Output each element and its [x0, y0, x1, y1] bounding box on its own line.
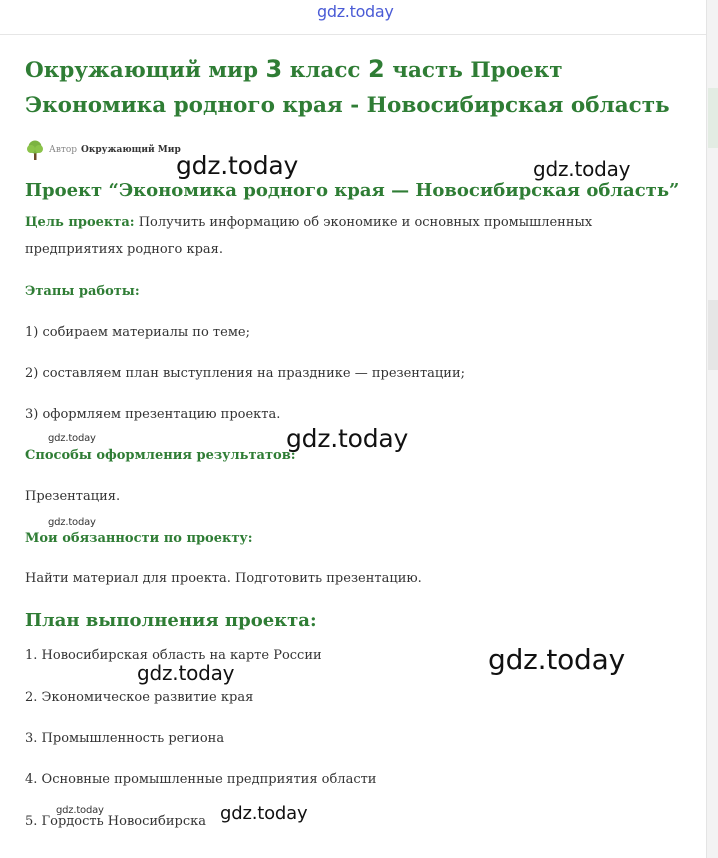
plan-item: 3. Промышленность региона [25, 731, 225, 746]
tree-icon [24, 139, 46, 161]
stages-heading: Этапы работы: [25, 284, 140, 299]
stage-item: 2) составляем план выступления на празднике — презентации; [25, 366, 465, 381]
watermark: gdz.today [220, 803, 308, 824]
stage-item: 1) собираем материалы по теме; [25, 325, 250, 340]
watermark: gdz.today [56, 805, 104, 816]
watermark: gdz.today [533, 157, 631, 181]
author-row [24, 138, 181, 162]
right-rail-segment [708, 88, 718, 148]
plan-item: 5. Гордость Новосибирска [25, 814, 207, 829]
project-heading: Проект “Экономика родного края — Новосибирская область” [25, 180, 680, 201]
duties-text: Найти материал для проекта. Подготовить презентацию. [25, 571, 422, 586]
duties-heading: Мои обязанности по проекту: [25, 531, 253, 546]
results-heading: Способы оформления результатов: [25, 448, 296, 463]
title-part: часть Проект Экономика родного края - Новосибирская область [25, 58, 670, 118]
title-part-number: 2 [368, 55, 385, 83]
title-grade-number: 3 [265, 55, 283, 83]
page-title [25, 52, 685, 123]
right-rail-segment [708, 300, 718, 370]
watermark: gdz.today [176, 151, 299, 180]
site-logo[interactable]: gdz.today [317, 2, 394, 21]
goal-label: Цель проекта: [25, 215, 135, 230]
title-part: класс [282, 58, 369, 83]
stage-item: 3) оформляем презентацию проекта. [25, 407, 281, 422]
author-name[interactable]: Окружающий Мир [81, 145, 181, 155]
watermark: gdz.today [48, 433, 96, 444]
watermark: gdz.today [48, 517, 96, 528]
goal-paragraph [25, 209, 645, 263]
goal-text: Получить информацию об экономике и основных промышленных предприятиях родного края. [25, 215, 593, 257]
watermark: gdz.today [286, 424, 409, 453]
author-label: Автор [49, 145, 78, 155]
watermark: gdz.today [137, 661, 235, 685]
title-part: Окружающий мир [25, 58, 266, 83]
plan-item: 2. Экономическое развитие края [25, 690, 254, 705]
watermark: gdz.today [488, 643, 625, 676]
results-text: Презентация. [25, 489, 121, 504]
plan-item: 1. Новосибирская область на карте России [25, 648, 322, 663]
plan-item: 4. Основные промышленные предприятия области [25, 772, 377, 787]
plan-heading: План выполнения проекта: [25, 610, 317, 631]
top-divider [0, 34, 718, 35]
